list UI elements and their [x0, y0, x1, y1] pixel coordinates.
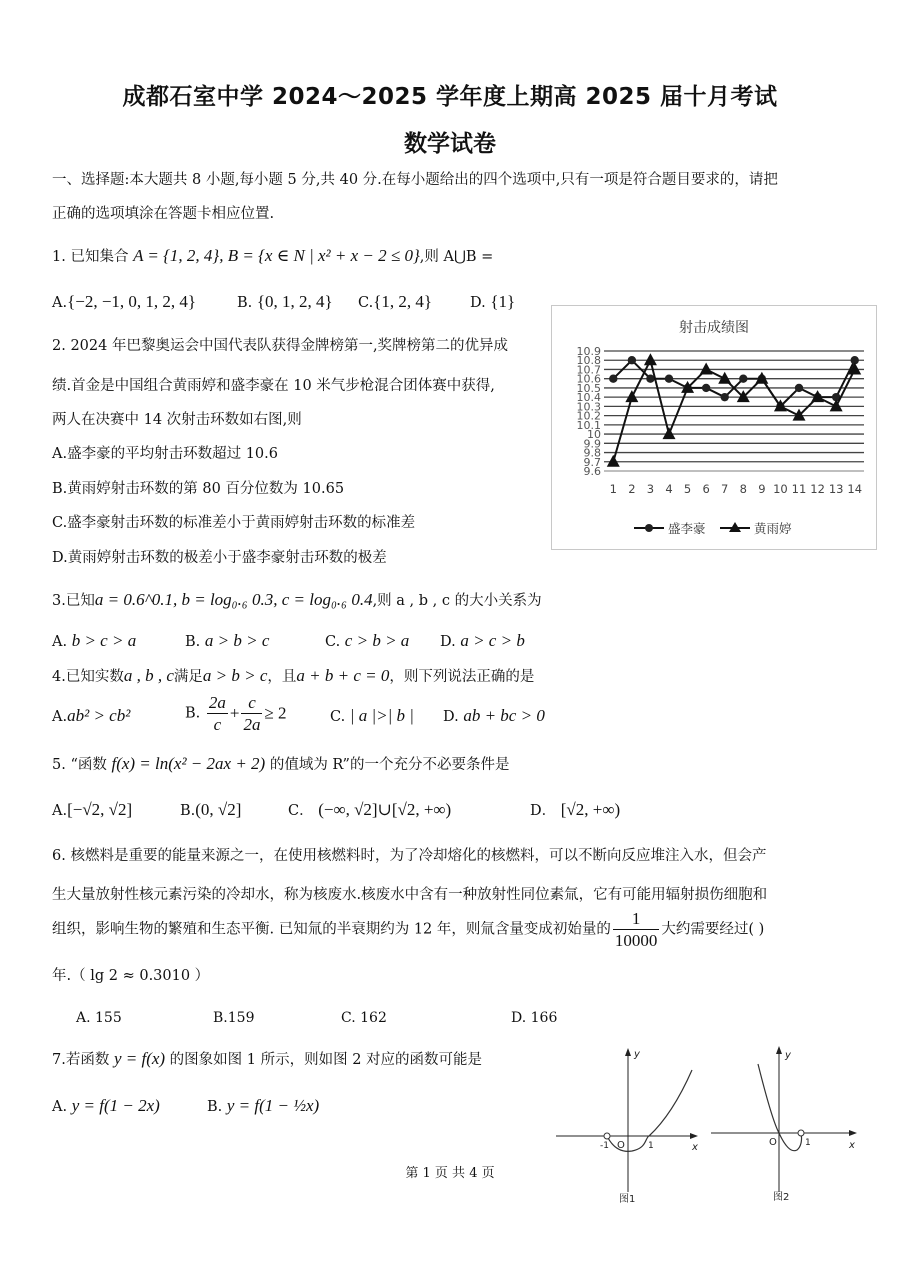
- data-point-triangle: [644, 353, 657, 365]
- fig1-x-label: x: [692, 1142, 698, 1153]
- y-tick-label: 10: [587, 428, 601, 442]
- option-label: B.: [207, 1099, 223, 1115]
- q5-prefix: 5. “函数: [52, 757, 107, 773]
- q7-prefix: 7.若函数: [52, 1052, 110, 1068]
- x-tick-label: 9: [758, 482, 766, 496]
- option-label: D.: [470, 295, 486, 311]
- option-value: (0, √2]: [195, 800, 242, 819]
- question-5-option-a: [52, 800, 132, 821]
- question-7-option-b: [207, 1096, 319, 1117]
- option-value: 159: [227, 1010, 255, 1026]
- option-label: C．: [288, 803, 314, 819]
- option-value: y = f(1 − 2x): [71, 1096, 160, 1115]
- shooting-chart: [552, 306, 876, 549]
- fig2-y-label: y: [785, 1050, 791, 1061]
- exam-title: 成都石室中学 2024～2025 学年度上期高 2025 届十月考试: [122, 84, 778, 110]
- question-1-option-b: [237, 292, 333, 313]
- question-2-line2: 绩.首金是中国组合黄雨婷和盛李豪在 10 米气步枪混合团体赛中获得,: [52, 378, 495, 394]
- figure-2-graph: [703, 1042, 868, 1212]
- option-value: [√2, +∞): [560, 800, 621, 819]
- q1-prefix: 1. 已知集合: [52, 249, 129, 265]
- y-tick-label: 10.2: [576, 409, 601, 423]
- option-value: c > b > a: [344, 631, 410, 650]
- q7-suffix: 的图象如图 1 所示，则如图 2 对应的函数可能是: [169, 1052, 483, 1068]
- data-point-triangle: [811, 390, 824, 402]
- question-2-option-a: A.盛李豪的平均射击环数超过 10.6: [52, 446, 278, 462]
- question-6-line2: 生大量放射性核元素污染的冷却水，称为核废水.核废水中含有一种放射性同位素氚，它有可能用辐射损伤细胞和: [52, 887, 768, 903]
- fig1-caption: 图1: [619, 1194, 636, 1205]
- fig2-tick-1: 1: [805, 1138, 811, 1148]
- x-tick-label: 12: [810, 482, 825, 496]
- question-5-option-c: [288, 800, 451, 821]
- option-label: A.: [52, 709, 68, 725]
- data-point-circle: [702, 384, 710, 392]
- q3-prefix: 3.已知: [52, 593, 95, 609]
- question-6-option-c: [341, 1008, 387, 1028]
- fraction-2a-over-c: $\frac{2a}{c}$: [208, 693, 226, 734]
- data-point-triangle: [663, 427, 676, 439]
- fig1-tick-neg1: -1: [600, 1141, 609, 1151]
- q4-vars: a , b , c: [123, 666, 174, 685]
- data-point-circle: [628, 356, 636, 364]
- fig2-y-arrow-icon: [776, 1046, 782, 1054]
- option-value: [−√2, √2]: [67, 800, 133, 819]
- option-value: a > b > c: [204, 631, 270, 650]
- y-tick-label: 9.9: [583, 437, 601, 451]
- option-label: A.: [76, 1010, 91, 1026]
- question-3-option-d: [440, 631, 525, 652]
- option-value: b > c > a: [71, 631, 137, 650]
- question-1-stem: [52, 246, 493, 267]
- chart-legend: [634, 521, 792, 536]
- question-7-option-a: [52, 1096, 160, 1117]
- option-label: B.: [213, 1010, 228, 1026]
- question-3-stem: [52, 590, 542, 611]
- fig1-y-label: y: [634, 1049, 640, 1060]
- x-tick-label: 7: [721, 482, 729, 496]
- option-label: D.: [443, 709, 459, 725]
- data-point-circle: [795, 384, 803, 392]
- q6-line3-prefix: 组织，影响生物的繁殖和生态平衡. 已知氚的半衰期约为 12 年，则氚含量变成初始量的: [52, 921, 611, 938]
- q6-line3-suffix: 大约需要经过( ): [661, 921, 765, 938]
- x-tick-label: 1: [609, 482, 617, 496]
- chart-y-ticks: [577, 345, 602, 478]
- fig1-origin-label: O: [617, 1140, 625, 1151]
- option-label: B.: [185, 634, 201, 650]
- fig2-curve: [758, 1064, 802, 1151]
- question-1-option-d: [470, 292, 515, 313]
- question-5-option-d: [530, 800, 620, 821]
- q5-function: f(x) = ln(x² − 2ax + 2): [111, 754, 266, 773]
- option-value: y = f(1 − ½x): [226, 1096, 320, 1115]
- option-value: 155: [95, 1010, 122, 1026]
- data-point-triangle: [830, 399, 843, 411]
- q1-suffix: ,则 A⋃B =: [419, 249, 494, 265]
- y-tick-label: 10.1: [576, 418, 601, 432]
- option-value: {1, 2, 4}: [373, 292, 433, 311]
- y-tick-label: 10.4: [576, 391, 601, 405]
- question-4-stem: [52, 666, 534, 687]
- option-label: A.: [52, 803, 68, 819]
- x-tick-label: 5: [683, 482, 692, 496]
- legend-label-huang: 黄雨婷: [754, 521, 792, 536]
- option-label: B.: [185, 705, 201, 722]
- fraction-c-over-2a: $\frac{c}{2a}$: [243, 693, 261, 734]
- option-label: D．: [530, 803, 557, 819]
- option-value: (−∞, √2]∪[√2, +∞): [318, 800, 452, 819]
- question-1-option-a: [52, 292, 196, 313]
- x-tick-label: 10: [773, 482, 788, 496]
- question-4-option-b: B. $\frac{2a}{c}$ + $\frac{c}{2a}$ ≥ 2: [185, 693, 287, 734]
- option-label: C.: [325, 634, 341, 650]
- page-number: 第 1 页 共 4 页: [405, 1166, 495, 1181]
- x-tick-label: 4: [665, 482, 673, 496]
- figure-1-graph: [552, 1042, 702, 1212]
- fig1-tick-1: 1: [648, 1141, 654, 1151]
- question-6-line1: 6. 核燃料是重要的能量来源之一，在使用核燃料时，为了冷却熔化的核燃料，可以不断向反应堆注入水，但会产: [52, 848, 767, 864]
- option-value: a > c > b: [460, 631, 525, 650]
- chart-gridlines: [604, 351, 864, 471]
- frac-numerator: 1: [613, 910, 660, 930]
- fig2-x-arrow-icon: [849, 1130, 857, 1136]
- y-tick-label: 9.6: [583, 465, 601, 478]
- option-value: ab² > cb²: [67, 706, 131, 725]
- q4-prefix: 4.已知实数: [52, 669, 124, 685]
- option-label: A.: [52, 1099, 68, 1115]
- option-value: {−2, −1, 0, 1, 2, 4}: [67, 292, 197, 311]
- question-6-option-a: [76, 1008, 122, 1028]
- fig2-origin-label: O: [769, 1137, 777, 1148]
- chart-series: [607, 353, 861, 467]
- question-4-option-d: [443, 706, 545, 727]
- data-point-circle: [739, 374, 747, 382]
- q4-cond1: a > b > c: [202, 666, 268, 685]
- q1-set-b: , B = {x ∈ N | x² + x − 2 ≤ 0}: [219, 246, 420, 265]
- data-point-circle: [609, 374, 617, 382]
- chart-x-ticks: [610, 482, 862, 496]
- question-2-option-d: D.黄雨婷射击环数的极差小于盛李豪射击环数的极差: [52, 550, 387, 566]
- option-label: D.: [511, 1010, 527, 1026]
- data-point-circle: [721, 393, 729, 401]
- option-value: {0, 1, 2, 4}: [256, 292, 333, 311]
- question-7-stem: [52, 1049, 482, 1070]
- shooting-chart-box: [551, 305, 877, 550]
- y-tick-label: 10.7: [576, 363, 601, 377]
- option-value: 162: [360, 1010, 387, 1026]
- option-label: A.: [52, 634, 68, 650]
- fraction-1-over-10000: [613, 910, 660, 949]
- question-3-option-c: [325, 631, 409, 652]
- x-tick-label: 8: [739, 482, 747, 496]
- q4-suffix: ，则下列说法正确的是: [389, 669, 535, 685]
- question-2-line3: 两人在决赛中 14 次射击环数如右图,则: [52, 412, 302, 428]
- data-point-triangle: [700, 362, 713, 374]
- y-tick-label: 10.8: [576, 354, 601, 368]
- y-tick-label: 10.3: [576, 400, 601, 414]
- question-4-option-c: [330, 706, 414, 727]
- q4-mid1: 满足: [173, 669, 203, 685]
- fig1-open-point: [604, 1133, 610, 1139]
- data-point-triangle: [607, 455, 620, 467]
- q4-cond2: a + b + c = 0: [296, 666, 390, 685]
- question-2-line1: 2. 2024 年巴黎奥运会中国代表队获得金牌榜第一,奖牌榜第二的优异成: [52, 338, 509, 354]
- option-label: A.: [52, 295, 68, 311]
- fig1-x-arrow-icon: [690, 1133, 698, 1139]
- y-tick-label: 10.9: [576, 345, 601, 358]
- question-6-option-b: [213, 1008, 254, 1028]
- q1-set-a: A = {1, 2, 4}: [133, 246, 220, 265]
- option-label: D.: [440, 634, 456, 650]
- option-label: B.: [180, 803, 196, 819]
- question-3-option-b: [185, 631, 269, 652]
- option-value: | a |>| b |: [349, 706, 414, 725]
- fig2-x-label: x: [849, 1140, 855, 1151]
- question-3-option-a: [52, 631, 136, 652]
- x-tick-label: 13: [828, 482, 844, 496]
- question-6-line4: 年.（ lg 2 ≈ 0.3010 ）: [52, 968, 210, 984]
- fig1-y-arrow-icon: [625, 1048, 631, 1056]
- x-tick-label: 14: [847, 482, 863, 496]
- chart-title: 射击成绩图: [679, 320, 749, 336]
- data-point-triangle: [625, 390, 638, 402]
- question-2-option-c: C.盛李豪射击环数的标准差小于黄雨婷射击环数的标准差: [52, 515, 416, 531]
- option-value: 166: [530, 1010, 558, 1026]
- section-instructions-line2: 正确的选项填涂在答题卡相应位置.: [52, 206, 275, 222]
- option-label: C.: [330, 709, 346, 725]
- section-instructions-line1: 一、选择题:本大题共 8 小题,每小题 5 分,共 40 分.在每小题给出的四个选项中,只有一项是符合题目要求的，请把: [52, 172, 778, 188]
- exam-subtitle: 数学试卷: [404, 131, 496, 157]
- data-point-triangle: [718, 372, 731, 384]
- q7-function: y = f(x): [113, 1049, 166, 1068]
- question-1-option-c: [358, 292, 432, 313]
- option-label: C.: [358, 295, 374, 311]
- fig2-caption: 图2: [773, 1192, 790, 1203]
- y-tick-label: 10.6: [576, 372, 601, 386]
- question-6-option-d: [511, 1008, 557, 1028]
- y-tick-label: 10.5: [576, 381, 601, 395]
- data-point-circle: [665, 374, 673, 382]
- x-tick-label: 3: [646, 482, 655, 496]
- legend-label-sheng: 盛李豪: [668, 521, 706, 536]
- x-tick-label: 2: [628, 482, 636, 496]
- legend-circle-marker: [645, 524, 653, 532]
- q4-mid2: ，且: [267, 669, 297, 685]
- question-6-line3: [52, 910, 764, 949]
- frac-denominator: 10000: [614, 931, 658, 950]
- q5-suffix: 的值域为 R”的一个充分不必要条件是: [269, 757, 510, 773]
- option-label: C.: [341, 1010, 356, 1026]
- x-tick-label: 11: [791, 482, 807, 496]
- y-tick-label: 9.7: [583, 455, 601, 469]
- question-4-option-a: [52, 706, 130, 727]
- y-tick-label: 9.8: [583, 446, 601, 460]
- x-tick-label: 6: [702, 482, 710, 496]
- question-5-stem: [52, 754, 509, 775]
- question-2-option-b: B.黄雨婷射击环数的第 80 百分位数为 10.65: [52, 481, 345, 497]
- q3-suffix: ,则 a , b , c 的大小关系为: [372, 593, 542, 609]
- option-value: {1}: [490, 292, 516, 311]
- option-label: B.: [237, 295, 253, 311]
- option-value: ab + bc > 0: [463, 706, 545, 725]
- fig2-open-point: [798, 1130, 804, 1136]
- question-5-option-b: [180, 800, 241, 821]
- q3-expression: a = 0.6^0.1, b = log₀.₆ 0.3, c = log₀.₆ 0.4: [94, 590, 373, 609]
